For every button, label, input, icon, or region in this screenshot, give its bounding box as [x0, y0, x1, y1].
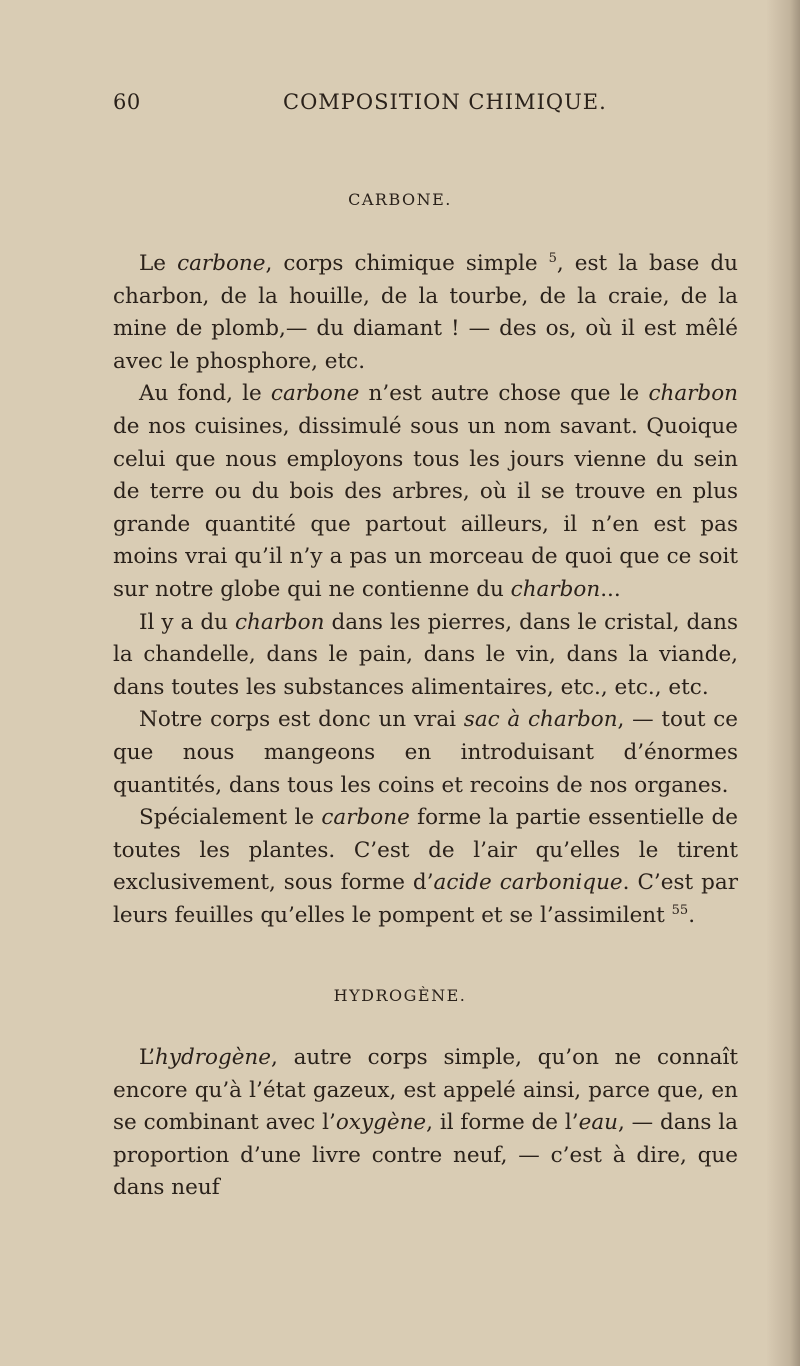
text-run: Le: [139, 251, 178, 276]
paragraph: [113, 704, 738, 802]
italic-term: carbone: [270, 381, 360, 407]
running-title: COMPOSITION CHIMIQUE.: [283, 90, 607, 114]
text-run: n’est autre chose que le: [359, 381, 649, 407]
text-run: , corps chimique simple: [265, 251, 549, 276]
paragraph: [113, 802, 738, 932]
italic-term: charbon: [648, 381, 738, 407]
italic-term: charbon: [234, 609, 325, 635]
section-title-hydrogene: HYDROGÈNE.: [333, 986, 467, 1005]
text-run: . C’est par leurs feuilles qu’elles le pompent et se l’assimilent: [113, 870, 738, 928]
text-run: , — dans la proportion d’une livre contre neuf, — c’est à dire, que dans neuf: [113, 1110, 738, 1201]
italic-term: carbone: [321, 805, 410, 831]
text-run: de nos cuisines, dissimulé sous un nom savant. Quoique celui que nous employons tous les jours vienne du sein de terre ou du bois des arbres, où il se trouve en plus grande quantité que partout ailleurs, il n’en est pas moins vrai qu’il n’y a pas un morceau de quoi que ce soit sur notre globe qui ne contienne du: [113, 413, 738, 602]
text-run: , il forme de l’: [426, 1110, 579, 1136]
text-run: , — tout ce que nous mangeons en introduisant d’énormes quantités, dans tous les coins et recoins de nos organes.: [113, 707, 738, 798]
page-number: 60: [113, 90, 141, 114]
italic-term: hydrogène: [154, 1045, 272, 1070]
italic-term: acide carbonique: [433, 870, 623, 896]
paragraph: [113, 378, 738, 606]
text-run: , est la base du charbon, de la houille, de la tourbe, de la craie, de la mine de plomb,— du diamant ! — des os, où il est mêlé avec le phosphore, etc.: [113, 251, 738, 374]
text-run: .: [688, 902, 696, 928]
section-body-carbone: [113, 248, 738, 932]
text-run: Au fond, le: [139, 381, 271, 407]
text-run: ...: [600, 576, 621, 602]
footnote-ref: 55: [671, 902, 689, 918]
text-run: L’: [139, 1045, 155, 1070]
section-body-hydrogene: [113, 1042, 738, 1205]
paragraph: [113, 1042, 738, 1205]
italic-term: oxygène: [335, 1110, 427, 1136]
section-title-carbone: CARBONE.: [348, 190, 452, 209]
italic-term: charbon: [510, 576, 601, 602]
footnote-ref: 5: [548, 250, 557, 266]
text-run: Il y a du: [139, 609, 235, 635]
text-run: dans les pierres, dans le cristal, dans la chandelle, dans le pain, dans le vin, dans la viande, dans toutes les substances alimentaires, etc., etc., etc.: [113, 609, 738, 700]
paragraph: [113, 607, 738, 705]
text-run: Spécialement le: [139, 805, 322, 831]
text-run: forme la partie essentielle de toutes les plantes. C’est de l’air qu’elles le tirent exclusivement, sous forme d’: [113, 805, 738, 896]
paragraph: [113, 248, 738, 378]
italic-term: eau: [578, 1110, 618, 1136]
italic-term: sac à charbon: [463, 707, 618, 733]
text-run: , autre corps simple, qu’on ne connaît encore qu’à l’état gazeux, est appelé ainsi, parce que, en se combinant avec l’: [113, 1045, 738, 1136]
italic-term: carbone: [177, 251, 266, 276]
page-header: [113, 90, 738, 124]
text-run: Notre corps est donc un vrai: [139, 707, 464, 733]
